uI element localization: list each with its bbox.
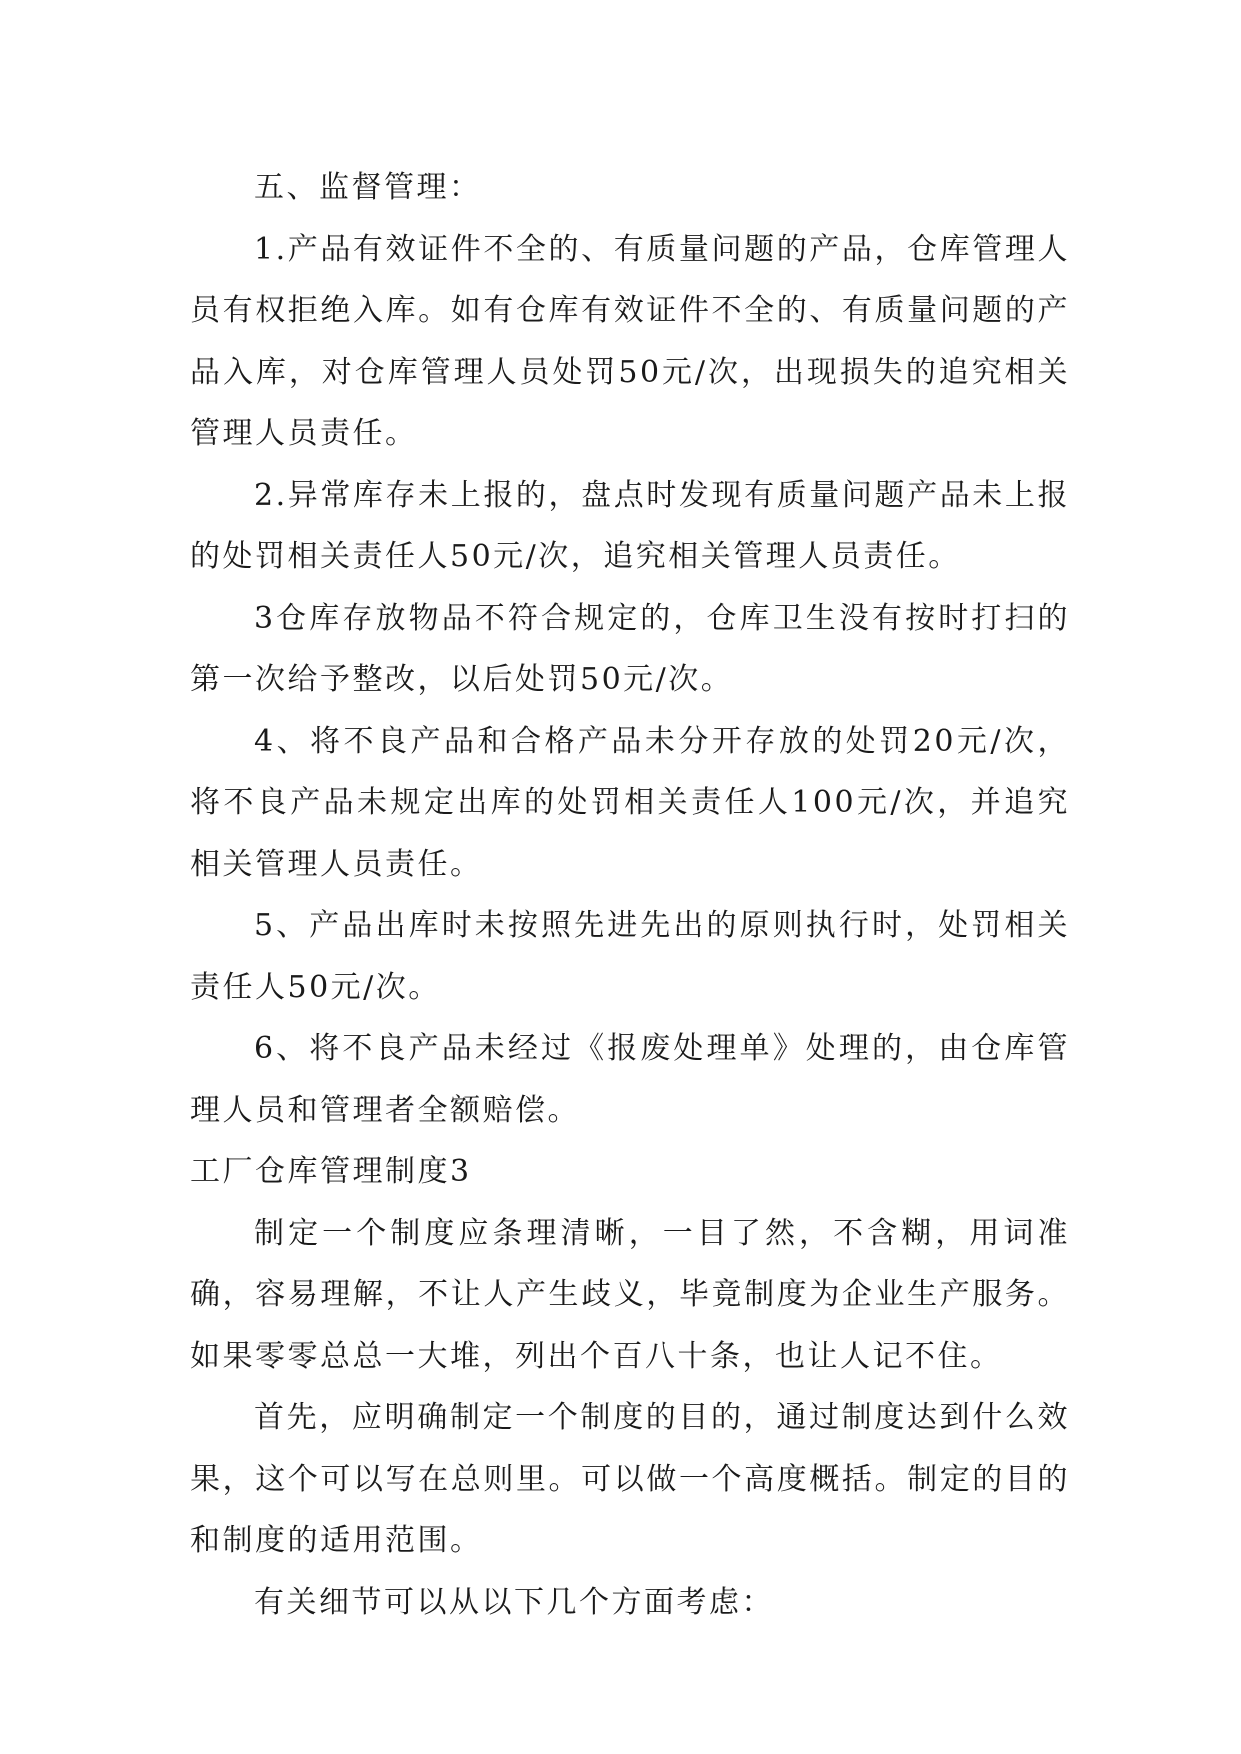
section-heading: 五、监督管理： [254,170,482,205]
rule-item-4: 4、将不良产品和合格产品未分开存放的处罚20元/次，将不良产品未规定出库的处罚相关责任人100元/次，并追究相关管理人员责任。 [190,723,1070,882]
rule-item-3: 3仓库存放物品不符合规定的，仓库卫生没有按时打扫的第一次给予整改，以后处罚50元/次。 [190,600,1070,697]
rule-item-2: 2.异常库存未上报的，盘点时发现有质量问题产品未上报的处罚相关责任人50元/次，追究相关管理人员责任。 [190,477,1070,574]
rule-item-1: 1.产品有效证件不全的、有质量问题的产品，仓库管理人员有权拒绝入库。如有仓库有效证件不全的、有质量问题的产品入库，对仓库管理人员处罚50元/次，出现损失的追究相关管理人员责任。 [190,231,1070,451]
document-body [190,157,1070,1633]
rule-item-6: 6、将不良产品未经过《报废处理单》处理的，由仓库管理人员和管理者全额赔偿。 [190,1031,1070,1128]
rule-item-5: 5、产品出库时未按照先进先出的原则执行时，处罚相关责任人50元/次。 [190,908,1070,1005]
paragraph-1: 制定一个制度应条理清晰，一目了然，不含糊，用词准确，容易理解，不让人产生歧义，毕竟制度为企业生产服务。如果零零总总一大堆，列出个百八十条，也让人记不住。 [190,1215,1070,1374]
paragraph-3: 有关细节可以从以下几个方面考虑： [254,1584,774,1620]
paragraph-2: 首先，应明确制定一个制度的目的，通过制度达到什么效果，这个可以写在总则里。可以做一个高度概括。制定的目的和制度的适用范围。 [190,1400,1070,1558]
document-subtitle: 工厂仓库管理制度3 [190,1154,472,1189]
